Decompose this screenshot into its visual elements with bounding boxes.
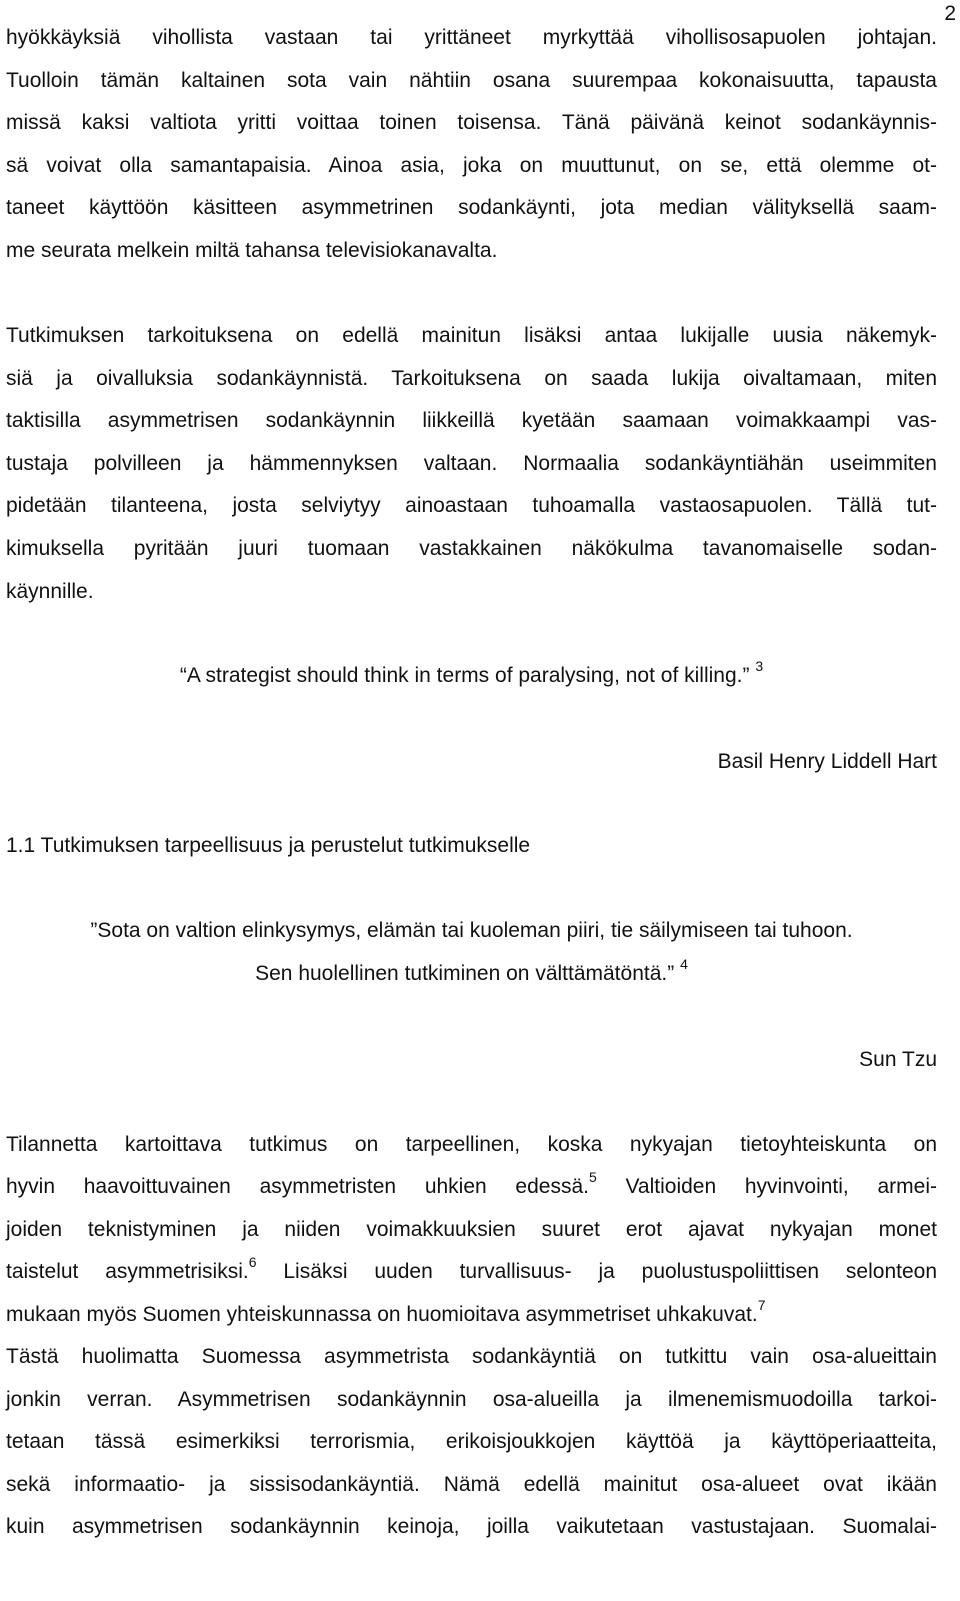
text-line: käynnille. [6,580,94,603]
text-line: mukaan myös Suomen yhteiskunnassa on huomioitava asymmetriset uhkakuvat.$^7$ [6,1297,766,1326]
quote-text: “A strategist should think in terms of paralysing, not of killing.” $^3$ [179,658,764,687]
text-line: taktisilla asymmetrisen sodankäynnin liikkeillä kyetään saamaan voimakkaampi vas- [6,409,937,432]
text-line: kimuksella pyritään juuri tuomaan vastakkainen näkökulma tavanomaiselle sodan- [6,537,937,560]
text-line: Tilannetta kartoittava tutkimus on tarpeellinen, koska nykyajan tietoyhteiskunta on [6,1133,937,1156]
quote-text: ”Sota on valtion elinkysymys, elämän tai kuoleman piiri, tie säilymiseen tai tuhoon. [90,919,853,942]
text-line: kuin asymmetrisen sodankäynnin keinoja, joilla vaikutetaan vastustajaan. Suomalai- [6,1515,937,1538]
text-line: sä voivat olla samantapaisia. Ainoa asia, joka on muuttunut, on se, että olemme ot- [6,154,937,177]
text-line: hyökkäyksiä vihollista vastaan tai yrittäneet myrkyttää vihollisosapuolen johtajan. [6,26,937,49]
quote-text: Sen huolellinen tutkiminen on välttämätöntä.” $^4$ [255,956,688,985]
text-line: pidetään tilanteena, josta selviytyy ainoastaan tuhoamalla vastaosapuolen. Tällä tut- [6,494,937,517]
footnote-marker: 6 [248,1254,257,1270]
text-line: tetaan tässä esimerkiksi terrorismia, erikoisjoukkojen käyttöä ja käyttöperiaatteita, [6,1430,937,1453]
footnote-marker: 3 [755,658,764,674]
text-line: me seurata melkein miltä tahansa televisiokanavalta. [6,239,498,262]
footnote-marker: 5 [588,1169,597,1185]
quote-author: Sun Tzu [859,1048,937,1071]
text-line: siä ja oivalluksia sodankäynnistä. Tarkoituksena on saada lukija oivaltamaan, miten [6,367,937,390]
text-line: missä kaksi valtiota yritti voittaa toinen toisensa. Tänä päivänä keinot sodankäynnis- [6,111,937,134]
text-line: sekä informaatio- ja sissisodankäyntiä. Nämä edellä mainitut osa-alueet ovat ikään [6,1473,937,1496]
section-heading: 1.1 Tutkimuksen tarpeellisuus ja perustelut tutkimukselle [6,834,531,857]
text-line: tustaja polvilleen ja hämmennyksen valtaan. Normaalia sodankäyntiähän useimmiten [6,452,937,475]
text-line: Tutkimuksen tarkoituksena on edellä mainitun lisäksi antaa lukijalle uusia näkemyk- [6,324,937,347]
text-line: jonkin verran. Asymmetrisen sodankäynnin osa-alueilla ja ilmenemismuodoilla tarkoi- [6,1388,937,1411]
quote-author: Basil Henry Liddell Hart [717,750,937,773]
page-number: 2 [944,2,956,25]
text-line: taistelut asymmetrisiksi.$^6$ Lisäksi uuden turvallisuus- ja puolustuspoliittisen selonteon [6,1254,937,1283]
text-line: Tästä huolimatta Suomessa asymmetrista sodankäyntiä on tutkittu vain osa-alueittain [6,1345,937,1368]
footnote-marker: 7 [757,1297,766,1313]
text-line: taneet käyttöön käsitteen asymmetrinen sodankäynti, jota median välityksellä saam- [6,196,937,219]
text-line: Tuolloin tämän kaltainen sota vain nähtiin osana suurempaa kokonaisuutta, tapausta [6,69,937,92]
text-line: joiden teknistyminen ja niiden voimakkuuksien suuret erot ajavat nykyajan monet [6,1218,937,1241]
footnote-marker: 4 [680,956,688,972]
text-line: hyvin haavoittuvainen asymmetristen uhkien edessä.$^5$ Valtioiden hyvinvointi, armei- [6,1169,937,1198]
